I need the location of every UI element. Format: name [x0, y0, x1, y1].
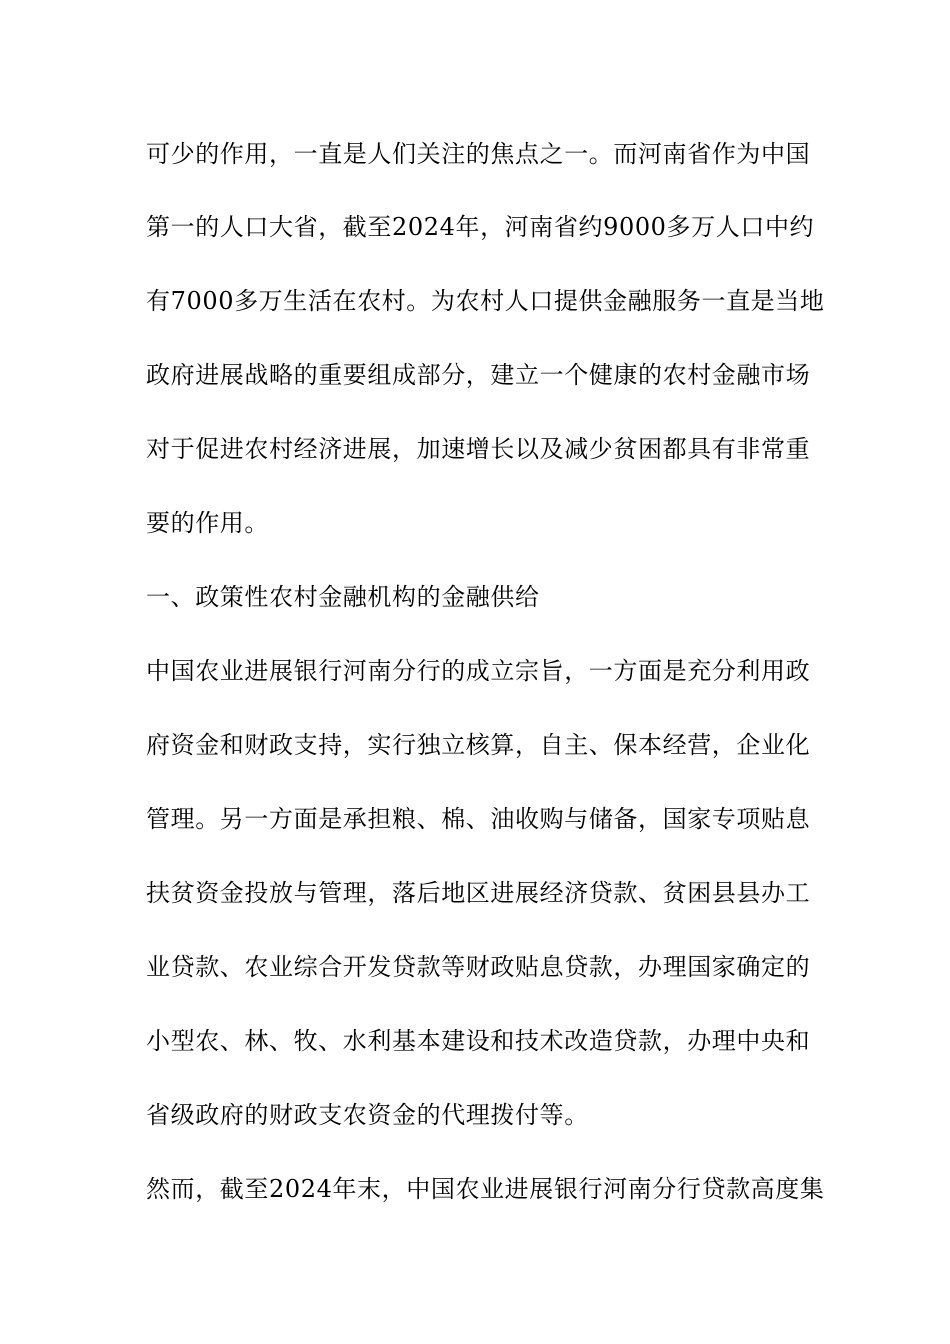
body-text-line: 要的作用。: [146, 509, 269, 537]
body-text-line: 小型农、林、牧、水利基本建设和技术改造贷款，办理中央和: [146, 1027, 811, 1055]
body-text-line: 第一的人口大省，截至2024年，河南省约9000多万人口中约: [146, 213, 815, 241]
body-text-line: 业贷款、农业综合开发贷款等财政贴息贷款，办理国家确定的: [146, 953, 811, 981]
body-text-line: 扶贫资金投放与管理，落后地区进展经济贷款、贫困县县办工: [146, 879, 811, 907]
body-text-line: 可少的作用，一直是人们关注的焦点之一。而河南省作为中国: [146, 140, 811, 168]
body-text-line: 府资金和财政支持，实行独立核算，自主、保本经营，企业化: [146, 731, 811, 759]
body-text-line: 管理。另一方面是承担粮、棉、油收购与储备，国家专项贴息: [146, 805, 811, 833]
body-text-line: 中国农业进展银行河南分行的成立宗旨，一方面是充分利用政: [146, 657, 811, 685]
body-text-line: 有7000多万生活在农村。为农村人口提供金融服务一直是当地: [146, 287, 825, 315]
body-text-line: 然而，截至2024年末，中国农业进展银行河南分行贷款高度集: [146, 1175, 825, 1203]
body-text-line: 对于促进农村经济进展，加速增长以及减少贫困都具有非常重: [146, 435, 811, 463]
body-text-line: 省级政府的财政支农资金的代理拨付等。: [146, 1101, 589, 1129]
body-text-line: 政府进展战略的重要组成部分，建立一个健康的农村金融市场: [146, 361, 811, 389]
section-heading: 一、政策性农村金融机构的金融供给: [146, 583, 540, 611]
